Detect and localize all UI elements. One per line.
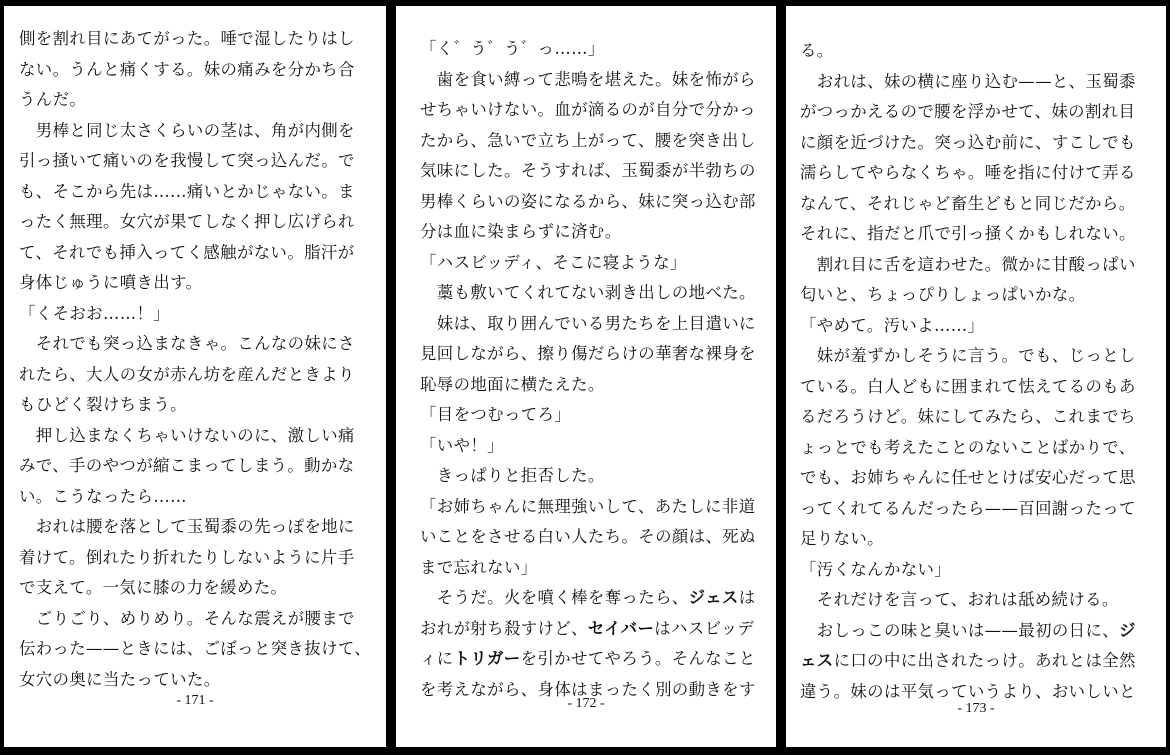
page-173 — [786, 6, 1166, 747]
text-line: でも、お姉ちゃんに任せとけば安心だって思 — [800, 468, 1136, 487]
text-line: て、それでも挿入ってく感触がない。脂汗が — [19, 242, 355, 262]
text-line: い。こうなったら…… — [19, 486, 187, 506]
page-text — [19, 24, 372, 695]
text-line: 着けて。倒れたり折れたりしないように片手 — [19, 547, 355, 567]
text-line: 引っ掻いて痛いのを我慢して突っ込んだ。で — [19, 151, 355, 170]
text-line: 「目をつむってろ」 — [420, 405, 572, 424]
text-line: 伝わった——ときには、ごぼっと突き抜けて、 — [19, 639, 372, 658]
text-line: 歯を食い縛って悲鳴を堪えた。妹を怖がら — [420, 69, 756, 89]
text-line: ている。白人どもに囲まれて怯えてるのもあ — [800, 376, 1136, 396]
text-line: うんだ。 — [19, 90, 87, 109]
page-172 — [396, 6, 776, 747]
text-line: 恥辱の地面に横たえた。 — [420, 374, 605, 394]
text-line: 「いや！」 — [420, 435, 504, 455]
text-line: ない。うんと痛くする。妹の痛みを分かち合 — [19, 59, 355, 79]
text-line: たから、急いで立ち上がって、腰を突き出し — [420, 130, 756, 150]
text-line: ってくれてるんだったら——百回謝ったって — [800, 498, 1136, 518]
text-line: に顔を近づけた。突っ込む前に、すこしでも — [800, 132, 1136, 152]
page-number: - 171 - — [176, 693, 214, 708]
text-line: おれは、妹の横に座り込む——と、玉蜀黍 — [800, 71, 1136, 91]
text-line: 「ハスビッディ、そこに寝ような」 — [420, 252, 687, 272]
text-line: ったく無理。女穴が果てしなく押し広げられ — [19, 212, 355, 231]
text-line: 割れ目に舌を這わせた。微かに甘酸っぱい — [800, 254, 1136, 274]
text-line: 分は血に染まらずに済む。 — [420, 222, 622, 241]
text-line: おれは腰を落として玉蜀黍の先っぽを地に — [19, 517, 355, 536]
page-number: - 172 - — [567, 696, 605, 711]
text-line: ェスに口の中に出されたっけ。あれとは全然 — [800, 651, 1136, 670]
text-line: 「くそおお……！」 — [19, 303, 171, 323]
text-line: おしっこの味と臭いは——最初の日に、ジ — [800, 620, 1136, 640]
text-line: 男棒と同じ太さくらいの茎は、角が内側を — [19, 120, 355, 140]
text-line: せちゃいけない。血が滴るのが自分で分かっ — [420, 100, 756, 119]
text-line: 気味にした。そうすれば、玉蜀黍が半勃ちの — [420, 161, 756, 180]
text-line: 押し込まなくちゃいけないのに、激しい痛 — [19, 425, 355, 445]
text-line: みで、手のやつが縮こまってしまう。動かな — [19, 456, 355, 475]
text-line: 濡らしてやらなくちゃ。唾を指に付けて弄る — [800, 163, 1136, 182]
page-text — [420, 34, 764, 705]
text-line: 「汚くなんかない」 — [800, 559, 952, 579]
page-number: - 173 - — [957, 701, 995, 716]
text-line: 匂いと、ちょっぴりしょっぱいかな。 — [800, 285, 1086, 304]
text-line: まで忘れない」 — [420, 557, 538, 577]
text-line: るだろうけど。妹にしてみたら、これまでち — [800, 407, 1136, 426]
text-line: それに、指だと爪で引っ掻くかもしれない。 — [800, 224, 1136, 243]
text-line: で支えて。一気に膝の力を緩めた。 — [19, 578, 288, 597]
text-line: 藁も敷いてくれてない剥き出しの地べた。 — [420, 283, 756, 302]
text-line: も、そこから先は……痛いとかじゃない。ま — [19, 181, 355, 201]
text-line: 違う。妹のは平気っていうより、おいしいと — [800, 681, 1136, 701]
text-line: ょっとでも考えたことのないことばかりで、 — [800, 437, 1136, 457]
text-line: 側を割れ目にあてがった。唾で湿したりはし — [19, 29, 355, 48]
text-line: それでも突っ込まなきゃ。こんなの妹にさ — [19, 334, 355, 353]
text-line: 見回しながら、擦り傷だらけの華奢な裸身を — [420, 344, 756, 363]
text-line: ィにトリガーを引かせてやろう。そんなこと — [420, 649, 756, 668]
text-line: きっぱりと拒否した。 — [420, 466, 605, 485]
text-line: る。 — [800, 41, 834, 60]
text-line: を考えながら、身体はまったく別の動きをす — [420, 679, 756, 699]
text-line: 妹は、取り囲んでいる男たちを上目遣いに — [420, 313, 756, 333]
text-line: もひどく裂けちまう。 — [19, 395, 187, 414]
page-171 — [4, 6, 386, 747]
text-line: れたら、大人の女が赤ん坊を産んだときより — [19, 364, 355, 384]
text-line: なんて、それじゃど畜生どもと同じだから。 — [800, 193, 1136, 213]
text-line: 身体じゅうに噴き出す。 — [19, 273, 203, 292]
text-line: 「く゛う゛う゛っ……」 — [420, 39, 605, 58]
text-line: 妹が羞ずかしそうに言う。でも、じっとし — [800, 346, 1136, 365]
text-line: 「やめて。汚いよ……」 — [800, 315, 985, 335]
text-line: 男棒くらいの姿になるから、妹に突っ込む部 — [420, 191, 756, 211]
text-line: 女穴の奥に当たっていた。 — [19, 669, 221, 689]
text-line: がつっかえるので腰を浮かせて、妹の割れ目 — [800, 102, 1136, 121]
text-line: おれが射ち殺すけど、セイバーはハスビッデ — [420, 618, 755, 638]
text-line: それだけを言って、おれは舐め続ける。 — [800, 590, 1119, 609]
text-line: 足りない。 — [800, 529, 884, 548]
text-line: いことをさせる白い人たち。その顔は、死ぬ — [420, 527, 756, 546]
page-text — [800, 36, 1152, 707]
text-line: ごりごり、めりめり。そんな震えが腰まで — [19, 608, 355, 628]
text-line: 「お姉ちゃんに無理強いして、あたしに非道 — [420, 496, 756, 516]
text-line: そうだ。火を噴く棒を奪ったら、ジェスは — [420, 588, 756, 607]
